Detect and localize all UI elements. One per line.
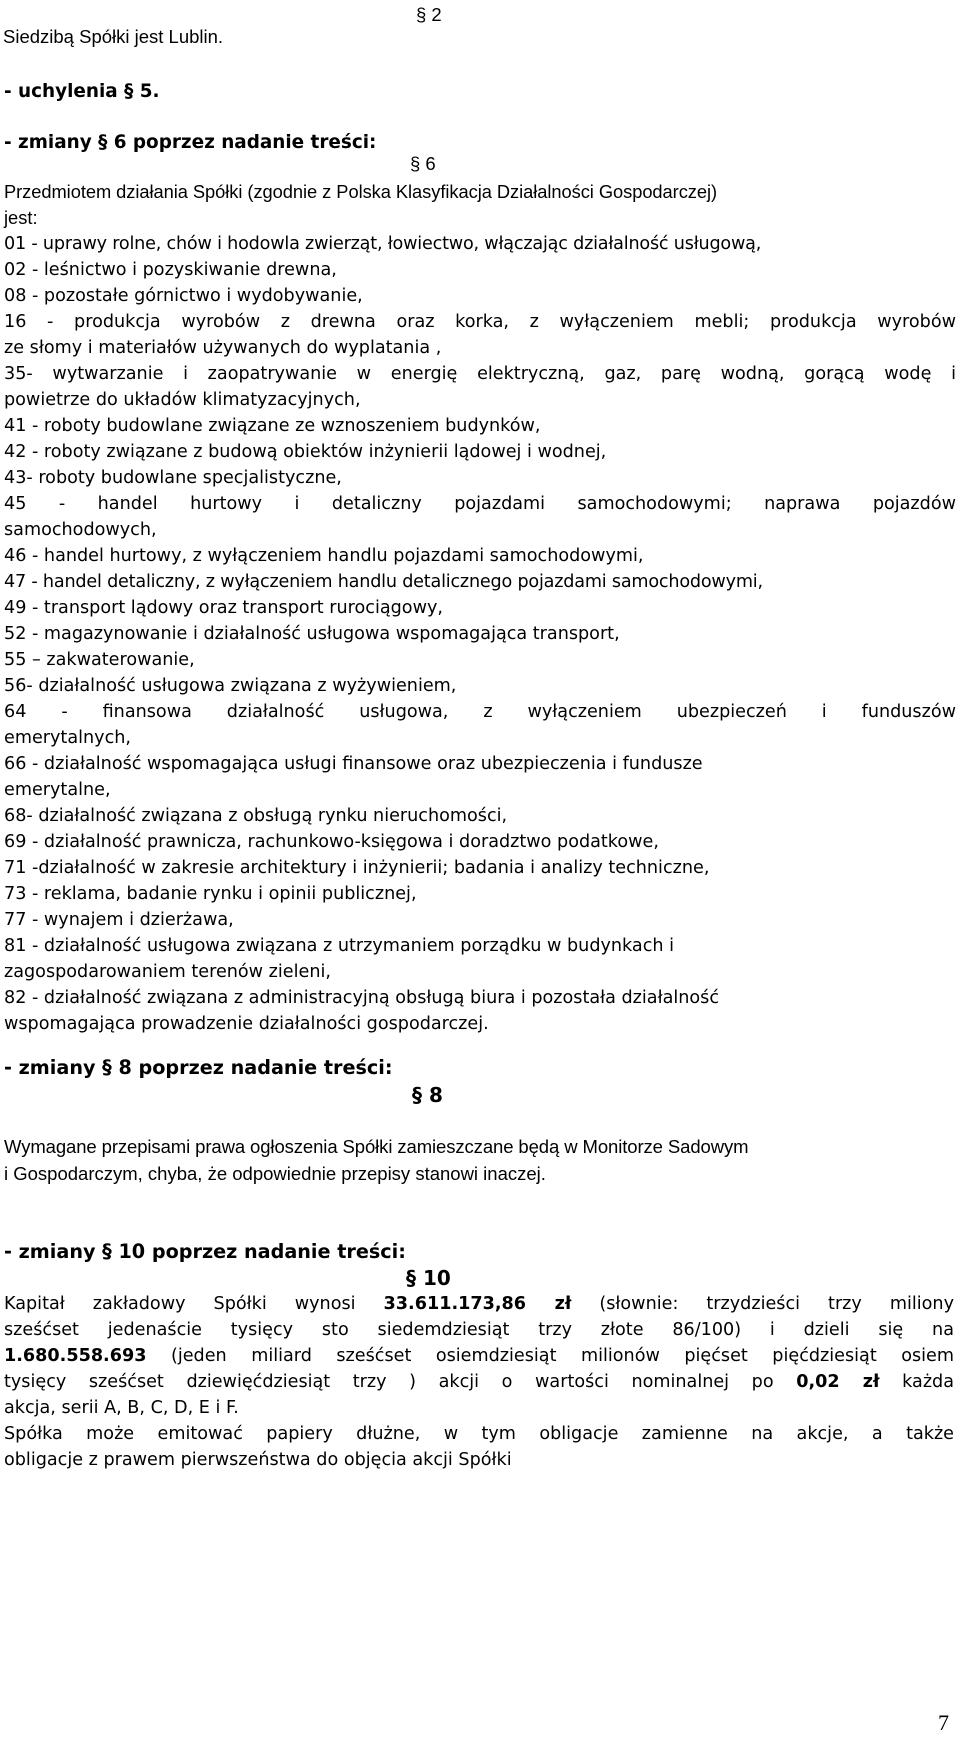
section-6-heading: § 6 xyxy=(410,153,436,174)
sec10-line-1: Kapitał zakładowy Spółki wynosi 33.611.173,86 zł (słownie: trzydzieści trzy miliony xyxy=(4,1294,954,1314)
sec10-paragraph xyxy=(4,1291,954,1473)
page-number: 7 xyxy=(938,1710,949,1735)
list-item: samochodowych, xyxy=(4,520,157,540)
list-item: 49 - transport lądowy oraz transport rurociągowy, xyxy=(4,598,443,618)
sec10-line-5: akcja, serii A, B, C, D, E i F. xyxy=(4,1398,239,1418)
sec10-line-4: tysięcy sześćset dziewięćdziesiąt trzy ) akcji o wartości nominalnej po 0,02 zł każda xyxy=(4,1372,954,1392)
list-item: 71 -działalność w zakresie architektury i inżynierii; badania i analizy techniczne, xyxy=(4,858,710,878)
sec10-line-2: sześćset jedenaście tysięcy sto siedemdziesiąt trzy złote 86/100) i dzieli się na xyxy=(4,1320,954,1340)
list-item: emerytalnych, xyxy=(4,728,131,748)
list-item: ze słomy i materiałów używanych do wyplatania , xyxy=(4,338,442,358)
list-item: 52 - magazynowanie i działalność usługowa wspomagająca transport, xyxy=(4,624,620,644)
list-item: 68- działalność związana z obsługą rynku nieruchomości, xyxy=(4,806,508,826)
change-section-10: - zmiany § 10 poprzez nadanie treści: xyxy=(4,1240,406,1263)
list-item: 45 - handel hurtowy i detaliczny pojazdami samochodowymi; naprawa pojazdów xyxy=(4,494,956,514)
section-8-heading: § 8 xyxy=(412,1083,443,1107)
list-item: 81 - działalność usługowa związana z utrzymaniem porządku w budynkach i xyxy=(4,936,675,956)
list-item: 46 - handel hurtowy, z wyłączeniem handlu pojazdami samochodowymi, xyxy=(4,546,644,566)
seat-statement: Siedzibą Spółki jest Lublin. xyxy=(3,26,224,47)
list-item: emerytalne, xyxy=(4,780,111,800)
repeal-section-5: - uchylenia § 5. xyxy=(4,81,160,102)
list-item: 08 - pozostałe górnictwo i wydobywanie, xyxy=(4,286,363,306)
list-item: 35- wytwarzanie i zaopatrywanie w energię elektryczną, gaz, parę wodną, gorącą wodę i xyxy=(4,364,956,384)
list-item: 64 - finansowa działalność usługowa, z wyłączeniem ubezpieczeń i funduszów xyxy=(4,702,956,722)
list-item: 16 - produkcja wyrobów z drewna oraz korka, z wyłączeniem mebli; produkcja wyrobów xyxy=(4,312,956,332)
sec8-line-2: i Gospodarczym, chyba, że odpowiednie przepisy stanowi inaczej. xyxy=(4,1163,546,1184)
sec10-line-7: obligacje z prawem pierwszeństwa do objęcia akcji Spółki xyxy=(4,1450,512,1470)
list-item: 69 - działalność prawnicza, rachunkowo-księgowa i doradztwo podatkowe, xyxy=(4,832,659,852)
list-item: 77 - wynajem i dzierżawa, xyxy=(4,910,234,930)
list-item: 82 - działalność związana z administracyjną obsługą biura i pozostała działalność xyxy=(4,988,719,1008)
list-item: zagospodarowaniem terenów zieleni, xyxy=(4,962,331,982)
change-section-8: - zmiany § 8 poprzez nadanie treści: xyxy=(4,1056,393,1079)
intro-line-1: Przedmiotem działania Spółki (zgodnie z Polska Klasyfikacja Działalności Gospodarczej) xyxy=(4,181,718,202)
list-item: 43- roboty budowlane specjalistyczne, xyxy=(4,468,342,488)
list-item: 41 - roboty budowlane związane ze wznoszeniem budynków, xyxy=(4,416,541,436)
list-item: 73 - reklama, badanie rynku i opinii publicznej, xyxy=(4,884,417,904)
change-section-6: - zmiany § 6 poprzez nadanie treści: xyxy=(4,132,377,153)
section-2-heading: § 2 xyxy=(416,4,442,25)
section-10-heading: § 10 xyxy=(406,1266,451,1290)
list-item: powietrze do układów klimatyzacyjnych, xyxy=(4,390,361,410)
sec10-line-6: Spółka może emitować papiery dłużne, w tym obligacje zamienne na akcje, a także xyxy=(4,1424,954,1444)
sec10-line-3: 1.680.558.693 (jeden miliard sześćset osiemdziesiąt milionów pięćset pięćdziesiąt osiem xyxy=(4,1346,954,1366)
activity-list xyxy=(4,231,956,1037)
list-item: 66 - działalność wspomagająca usługi finansowe oraz ubezpieczenia i fundusze xyxy=(4,754,703,774)
list-item: 02 - leśnictwo i pozyskiwanie drewna, xyxy=(4,260,337,280)
sec8-line-1: Wymagane przepisami prawa ogłoszenia Spółki zamieszczane będą w Monitorze Sadowym xyxy=(4,1136,749,1157)
list-item: 55 – zakwaterowanie, xyxy=(4,650,195,670)
list-item: 56- działalność usługowa związana z wyżywieniem, xyxy=(4,676,457,696)
list-item: 42 - roboty związane z budową obiektów inżynierii lądowej i wodnej, xyxy=(4,442,607,462)
list-item: 01 - uprawy rolne, chów i hodowla zwierząt, łowiectwo, włączając działalność usługową, xyxy=(4,234,762,254)
list-item: 47 - handel detaliczny, z wyłączeniem handlu detalicznego pojazdami samochodowymi, xyxy=(4,572,763,592)
list-item: wspomagająca prowadzenie działalności gospodarczej. xyxy=(4,1014,489,1034)
intro-line-2: jest: xyxy=(4,207,38,228)
